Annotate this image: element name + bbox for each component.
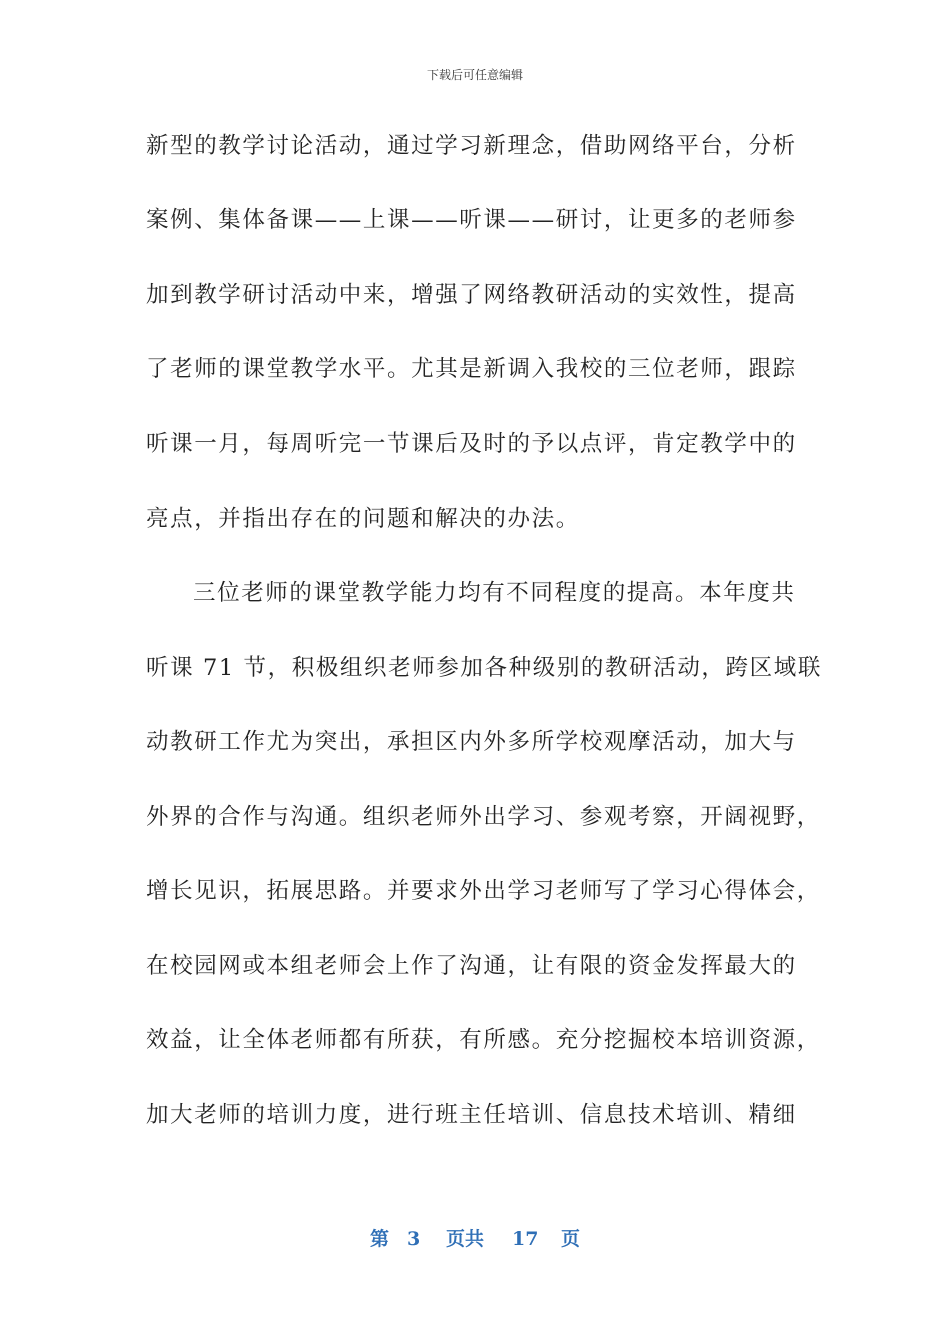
paragraph-line: 三位老师的课堂教学能力均有不同程度的提高。本年度共	[193, 580, 796, 606]
paragraph-line: 加大老师的培训力度，进行班主任培训、信息技术培训、精细	[146, 1102, 797, 1128]
paragraph-line: 了老师的课堂教学水平。尤其是新调入我校的三位老师，跟踪	[146, 356, 797, 382]
page-label-middle: 页共	[446, 1228, 485, 1250]
page-label-suffix: 页	[561, 1228, 581, 1250]
page-total-number: 17	[512, 1228, 539, 1250]
paragraph-line: 听课 71 节，积极组织老师参加各种级别的教研活动，跨区域联	[146, 655, 822, 681]
paragraph-line: 案例、集体备课——上课——听课——研讨，让更多的老师参	[146, 207, 797, 233]
paragraph-line: 听课一月，每周听完一节课后及时的予以点评，肯定教学中的	[146, 431, 797, 457]
paragraph-line: 效益，让全体老师都有所获，有所感。充分挖掘校本培训资源，	[146, 1027, 821, 1053]
page-current-number: 3	[407, 1228, 421, 1250]
paragraph-line: 新型的教学讨论活动，通过学习新理念，借助网络平台，分析	[146, 133, 797, 159]
paragraph-line: 在校园网或本组老师会上作了沟通，让有限的资金发挥最大的	[146, 953, 797, 979]
page-footer	[0, 1224, 950, 1254]
paragraph-line: 增长见识，拓展思路。并要求外出学习老师写了学习心得体会，	[146, 878, 821, 904]
paragraph-line: 外界的合作与沟通。组织老师外出学习、参观考察，开阔视野，	[146, 804, 821, 830]
page-label-prefix: 第	[370, 1228, 390, 1250]
paragraph-line: 加到教学研讨活动中来，增强了网络教研活动的实效性，提高	[146, 282, 797, 308]
paragraph-line: 亮点，并指出存在的问题和解决的办法。	[146, 506, 580, 532]
paragraph-line: 动教研工作尤为突出，承担区内外多所学校观摩活动，加大与	[146, 729, 797, 755]
header-note: 下载后可任意编辑	[426, 68, 523, 82]
